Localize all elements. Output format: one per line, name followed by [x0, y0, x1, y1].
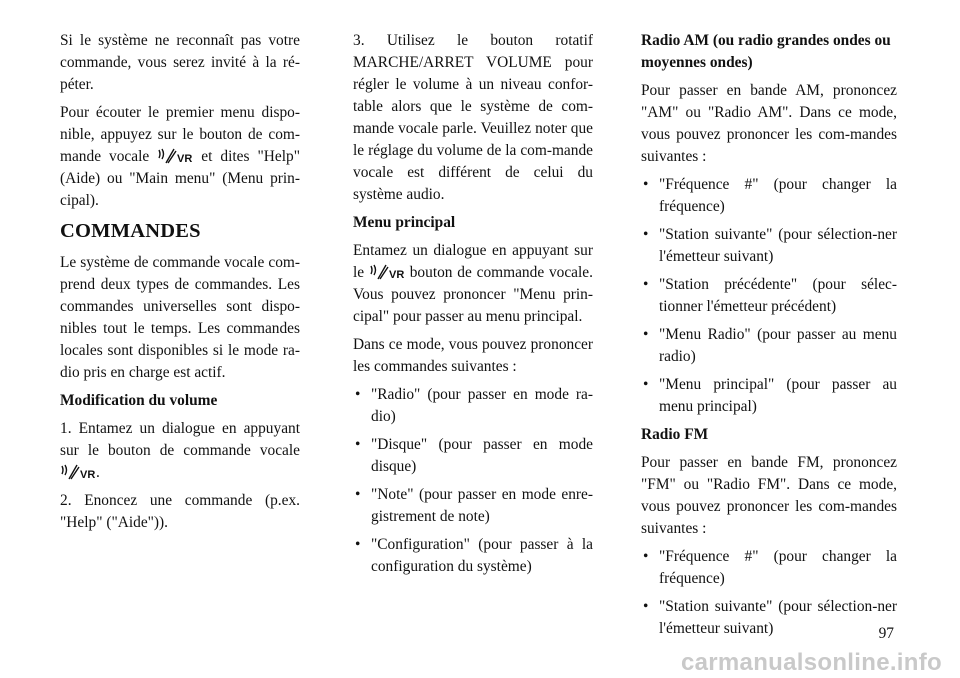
paragraph-not-recognized: Si le système ne reconnaît pas votre commande, vous serez invité à la ré-péter.: [60, 32, 300, 93]
paragraph-first-menu: [60, 102, 300, 212]
step-2: 2. Enoncez une commande (p.ex. "Help" ("Aide")).: [60, 492, 300, 531]
list-item: • "Menu principal" (pour passer au menu principal): [641, 374, 897, 418]
svg-text:VR: VR: [388, 269, 405, 281]
voice-command-icon: [157, 147, 193, 165]
section-title-commandes: COMMANDES: [60, 220, 201, 242]
paragraph-command-types: Le système de commande vocale com-prend deux types de commandes. Les commandes universelles sont dispo-nibles tout le temps. Les commandes locales sont disponibles si le mode ra-dio pris en charge est actif.: [60, 254, 300, 381]
paragraph-first-menu-start: Pour écouter le premier menu dispo-nible, appuyez sur le bouton de com-mande vocale: [60, 104, 300, 165]
heading-radio-fm: Radio FM: [641, 426, 709, 443]
step-1: [60, 418, 300, 484]
list-item: • "Fréquence #" (pour changer la fréquence): [641, 546, 897, 590]
heading-main-menu: Menu principal: [353, 214, 456, 231]
voice-command-icon: [60, 463, 96, 481]
step-1-text: 1. Entamez un dialogue en appuyant sur le bouton de commande vocale: [60, 420, 300, 459]
list-item: • "Menu Radio" (pour passer au menu radio): [641, 324, 897, 368]
column-right: [641, 30, 897, 646]
paragraph-first-menu-end: et dites "Help" (Aide) ou "Main menu" (Menu prin-cipal).: [60, 148, 300, 209]
list-item: • "Configuration" (pour passer à la configuration du système): [353, 534, 593, 578]
list-item: • "Station suivante" (pour sélection-ner l'émetteur suivant): [641, 596, 897, 640]
list-item: • "Radio" (pour passer en mode ra-dio): [353, 384, 593, 428]
list-item: • "Station précédente" (pour sélec-tionner l'émetteur précédent): [641, 274, 897, 318]
paragraph-radio-fm: Pour passer en bande FM, prononcez "FM" ou "Radio FM". Dans ce mode, vous pouvez prononcer les com-mandes suivantes :: [641, 454, 897, 537]
list-item: • "Station suivante" (pour sélection-ner l'émetteur suivant): [641, 224, 897, 268]
paragraph-mode-commands: Dans ce mode, vous pouvez prononcer les commandes suivantes :: [353, 336, 593, 375]
paragraph-main-menu: [353, 240, 593, 328]
list-item: • "Note" (pour passer en mode enre-gistrement de note): [353, 484, 593, 528]
svg-text:VR: VR: [177, 153, 193, 165]
fm-command-list: [641, 546, 897, 640]
paragraph-radio-am: Pour passer en bande AM, prononcez "AM" ou "Radio AM". Dans ce mode, vous pouvez prononcer les com-mandes suivantes :: [641, 82, 897, 165]
svg-text:VR: VR: [80, 469, 96, 481]
paragraph-main-menu-end: bouton de commande vocale. Vous pouvez prononcer "Menu prin-cipal" pour passer au menu principal.: [353, 264, 593, 325]
voice-command-icon: [369, 263, 405, 281]
am-command-list: [641, 174, 897, 418]
heading-radio-am: Radio AM (ou radio grandes ondes ou moyennes ondes): [641, 32, 891, 71]
list-item: • "Disque" (pour passer en mode disque): [353, 434, 593, 478]
column-left: [60, 30, 300, 540]
heading-volume: Modification du volume: [60, 392, 218, 409]
page-number: 97: [878, 625, 894, 642]
paragraph-main-menu-start: Entamez un dialogue en appuyant sur le: [353, 242, 593, 281]
step-3: 3. Utilisez le bouton rotatif MARCHE/ARRET VOLUME pour régler le volume à un niveau confor-table alors que le système de com-mande vocale parle. Veuillez noter que le réglage du volume de la com-mande vocale est différent de celui du système audio.: [353, 32, 593, 203]
column-middle: [353, 30, 593, 584]
list-item: • "Fréquence #" (pour changer la fréquence): [641, 174, 897, 218]
watermark: carmanualsonline.info: [680, 649, 942, 676]
step-1-end: .: [96, 464, 100, 481]
main-menu-command-list: [353, 384, 593, 578]
